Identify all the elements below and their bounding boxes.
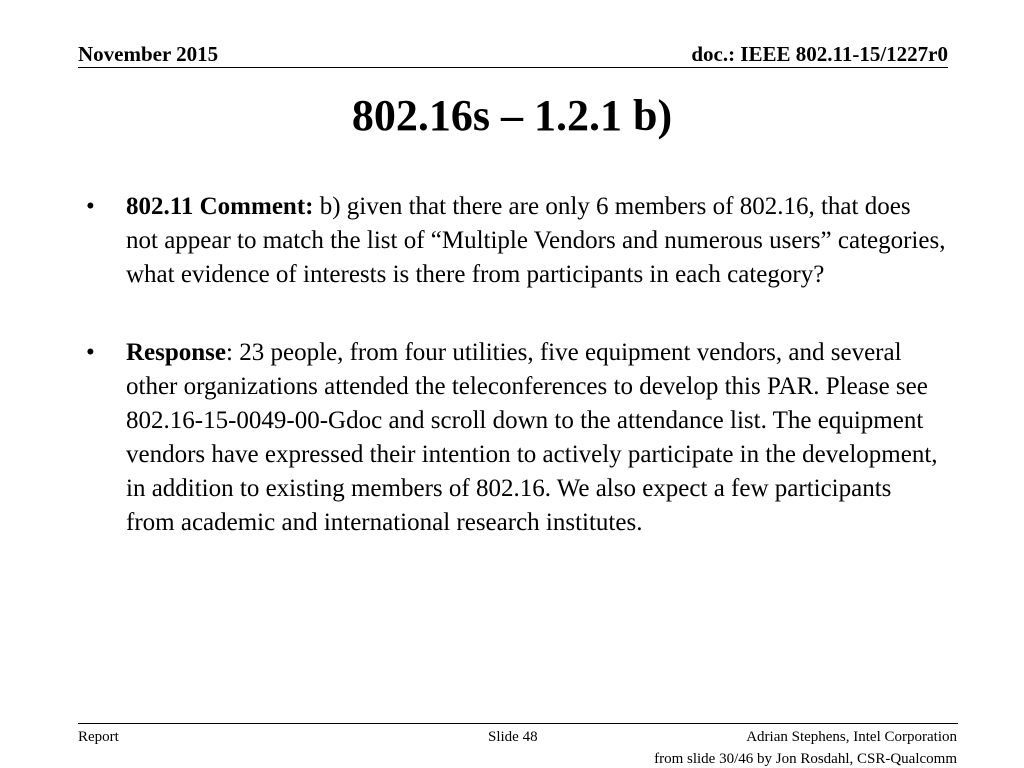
slide-title: 802.16s – 1.2.1 b)	[351, 91, 673, 140]
footer-slide-number: Slide 48	[488, 729, 538, 745]
response-text: 23 people, from four utilities, five equipment vendors, and several other organizations attended the teleconferences to develop this PAR. Please see 802.16-15-0049-00-Gdoc and scroll down to the attendance list. The equipment vendors have expressed their intention to actively participate in the development, in addition to existing members of 802.16. We also expect a few participants from academic and international research institutes.	[126, 339, 938, 536]
footer-source-note: from slide 30/46 by Jon Rosdahl, CSR-Qualcomm	[654, 751, 957, 767]
header-date: November 2015	[78, 42, 219, 66]
bullet-marker: •	[86, 339, 95, 366]
bullet-comment	[86, 190, 946, 292]
footer-author: Adrian Stephens, Intel Corporation	[746, 729, 957, 745]
response-separator: :	[226, 339, 240, 366]
response-label: Response	[126, 339, 227, 366]
header-document-id: doc.: IEEE 802.11-15/1227r0	[691, 42, 948, 66]
bullet-marker: •	[86, 193, 95, 220]
bullet-response	[86, 336, 946, 540]
footer-divider	[78, 723, 958, 724]
comment-label: 802.11 Comment:	[126, 193, 314, 220]
footer-report-label: Report	[78, 729, 119, 745]
bullet-list	[86, 190, 946, 540]
comment-text: b) given that there are only 6 members of 802.16, that does not appear to match the list of “Multiple Vendors and numerous users” categories, what evidence of interests is there from participants in each category?	[126, 193, 946, 288]
header-divider	[78, 67, 948, 68]
